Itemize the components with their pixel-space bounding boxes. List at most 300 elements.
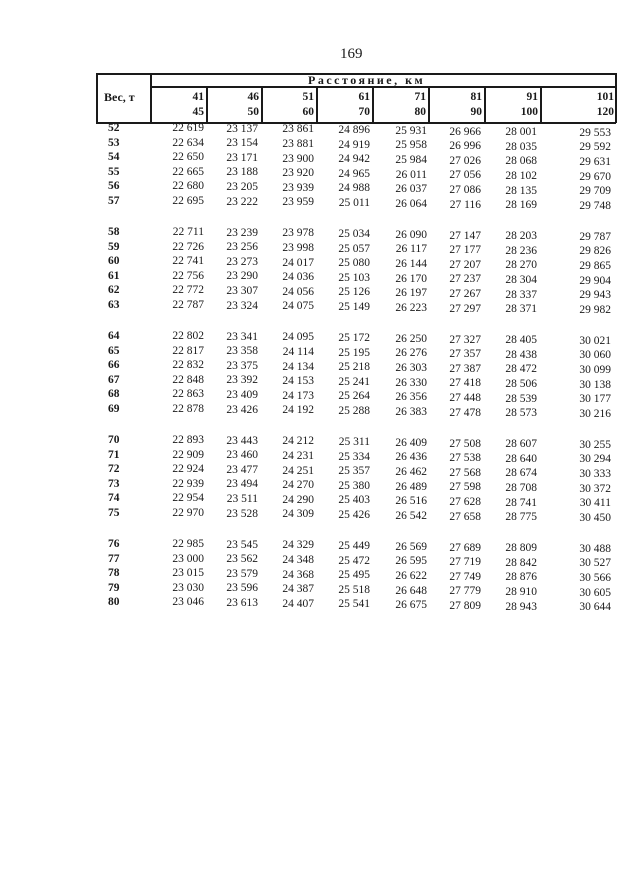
column-header-to: 60: [302, 106, 314, 118]
row-value: 25 403: [338, 494, 370, 507]
row-value: 27 598: [449, 481, 481, 494]
row-weight: 60: [108, 255, 120, 268]
row-value: 30 138: [579, 378, 611, 391]
table-row: [0, 330, 640, 347]
column-header-from: 101: [596, 91, 614, 103]
row-value: 24 896: [338, 124, 370, 137]
row-value: 25 311: [338, 436, 370, 449]
row-value: 28 708: [505, 481, 537, 494]
row-value: 28 775: [505, 511, 537, 524]
column-header-to: 70: [358, 106, 370, 118]
row-value: 23 015: [172, 567, 204, 580]
row-value: 27 177: [449, 244, 481, 257]
row-value: 25 195: [338, 346, 370, 359]
row-value: 23 613: [226, 597, 258, 610]
row-value: 28 842: [505, 556, 537, 569]
row-value: 25 518: [338, 583, 370, 596]
row-value: 28 943: [505, 600, 537, 613]
row-value: 24 056: [282, 285, 314, 298]
row-value: 30 021: [579, 334, 611, 347]
row-value: 24 368: [282, 568, 314, 581]
row-value: 23 460: [226, 449, 258, 462]
row-weight: 72: [108, 463, 120, 476]
row-value: 26 996: [449, 140, 481, 153]
row-value: 27 779: [449, 585, 481, 598]
row-value: 26 383: [395, 405, 427, 418]
row-value: 26 648: [395, 584, 427, 597]
row-value: 23 426: [226, 403, 258, 416]
row-weight: 52: [108, 122, 120, 134]
row-value: 23 511: [226, 493, 258, 506]
row-value: 23 205: [226, 181, 258, 194]
row-value: 24 173: [282, 389, 314, 402]
header-weight-divider: [150, 73, 152, 123]
row-value: 23 477: [226, 463, 258, 476]
row-value: 23 528: [226, 507, 258, 520]
row-value: 25 103: [338, 271, 370, 284]
row-value: 26 489: [395, 480, 427, 493]
page-number: 169: [340, 46, 363, 62]
row-value: 27 357: [449, 348, 481, 361]
row-value: 23 046: [172, 596, 204, 609]
row-weight: 77: [108, 552, 120, 565]
row-value: 23 188: [226, 166, 258, 179]
table-row: [0, 240, 640, 258]
row-value: 24 017: [282, 256, 314, 269]
row-value: 23 324: [226, 299, 258, 312]
row-value: 22 863: [172, 388, 204, 401]
table-row: [0, 552, 640, 570]
table-row: [0, 507, 640, 524]
row-value: 26 011: [395, 168, 427, 181]
row-weight: 66: [108, 359, 120, 372]
row-value: 24 231: [282, 449, 314, 462]
row-value: 25 380: [338, 479, 370, 492]
row-value: 24 329: [282, 539, 314, 552]
row-value: 27 538: [449, 452, 481, 465]
row-value: 22 832: [172, 359, 204, 372]
row-value: 30 450: [579, 511, 611, 524]
row-value: 23 409: [226, 389, 258, 402]
table-row: [0, 284, 640, 302]
row-value: 24 387: [282, 583, 314, 596]
row-value: 24 407: [282, 597, 314, 610]
column-header-to: 90: [470, 106, 482, 118]
row-value: 23 256: [226, 241, 258, 254]
weight-header: Вес, т: [104, 90, 135, 104]
row-value: 26 966: [449, 125, 481, 138]
row-value: 28 102: [505, 169, 537, 182]
row-value: 22 634: [172, 136, 204, 149]
row-value: 23 881: [282, 137, 314, 150]
row-value: 30 294: [579, 453, 611, 466]
row-value: 22 772: [172, 284, 204, 297]
row-value: 23 222: [226, 195, 258, 208]
row-value: 23 939: [282, 181, 314, 194]
row-value: 27 809: [449, 599, 481, 612]
row-value: 25 034: [338, 228, 370, 241]
table-row: [0, 344, 640, 362]
row-value: 29 904: [579, 274, 611, 287]
row-weight: 78: [108, 567, 120, 580]
row-value: 25 958: [395, 139, 427, 152]
row-value: 30 605: [579, 586, 611, 599]
row-value: 28 741: [505, 496, 537, 509]
row-weight: 70: [108, 434, 120, 446]
row-value: 22 741: [172, 255, 204, 268]
row-value: 26 197: [395, 287, 427, 300]
row-value: 29 670: [579, 170, 611, 183]
table-row: [0, 477, 640, 495]
row-value: 28 405: [505, 334, 537, 347]
row-value: 23 443: [226, 434, 258, 447]
table-row: [0, 165, 640, 183]
row-value: 29 748: [579, 199, 611, 212]
row-value: 24 290: [282, 493, 314, 506]
row-value: 23 137: [226, 122, 258, 135]
table-row: [0, 122, 640, 139]
header-right-border: [615, 73, 617, 123]
col-divider: [540, 86, 542, 123]
table-row: [0, 434, 640, 451]
table-row: [0, 359, 640, 377]
row-value: 28 876: [505, 571, 537, 584]
row-value: 28 001: [505, 126, 537, 139]
row-value: 28 236: [505, 244, 537, 257]
row-value: 30 177: [579, 393, 611, 406]
row-weight: 61: [108, 269, 120, 282]
row-value: 23 900: [282, 152, 314, 165]
row-value: 24 919: [338, 138, 370, 151]
row-value: 26 170: [395, 272, 427, 285]
row-value: 26 064: [395, 197, 427, 210]
row-value: 25 357: [338, 465, 370, 478]
row-value: 26 356: [395, 391, 427, 404]
row-value: 23 358: [226, 345, 258, 358]
row-value: 24 309: [282, 508, 314, 521]
row-value: 25 472: [338, 554, 370, 567]
row-value: 22 711: [172, 226, 204, 238]
row-value: 22 726: [172, 240, 204, 253]
column-header-from: 46: [247, 91, 259, 103]
row-value: 27 086: [449, 183, 481, 196]
col-divider: [484, 86, 486, 123]
table-row: [0, 195, 640, 212]
row-value: 25 495: [338, 569, 370, 582]
row-value: 28 135: [505, 184, 537, 197]
row-value: 25 334: [338, 450, 370, 463]
row-value: 28 640: [505, 452, 537, 465]
row-weight: 68: [108, 388, 120, 401]
row-value: 27 418: [449, 377, 481, 390]
row-value: 28 674: [505, 467, 537, 480]
row-weight: 58: [108, 226, 120, 238]
row-value: 26 276: [395, 347, 427, 360]
row-weight: 71: [108, 448, 120, 461]
row-value: 22 665: [172, 165, 204, 178]
row-value: 26 037: [395, 183, 427, 196]
row-value: 22 787: [172, 299, 204, 311]
column-header-from: 71: [414, 91, 426, 103]
row-value: 25 218: [338, 361, 370, 374]
row-value: 27 628: [449, 495, 481, 508]
row-value: 30 216: [579, 407, 611, 420]
row-value: 28 035: [505, 140, 537, 153]
table-row: [0, 226, 640, 243]
row-weight: 74: [108, 492, 120, 505]
row-value: 28 371: [505, 303, 537, 316]
row-value: 30 411: [579, 497, 611, 510]
row-value: 22 878: [172, 403, 204, 415]
row-value: 23 239: [226, 226, 258, 239]
row-value: 22 939: [172, 477, 204, 490]
row-value: 24 942: [338, 153, 370, 166]
row-value: 28 068: [505, 155, 537, 168]
col-divider: [428, 86, 430, 123]
row-value: 24 212: [282, 435, 314, 448]
row-value: 26 409: [395, 436, 427, 449]
row-value: 25 172: [338, 332, 370, 345]
row-value: 23 154: [226, 137, 258, 150]
row-value: 28 438: [505, 348, 537, 361]
table-row: [0, 448, 640, 466]
row-weight: 69: [108, 403, 120, 415]
table-row: [0, 492, 640, 510]
column-header-from: 81: [470, 91, 482, 103]
row-value: 23 596: [226, 582, 258, 595]
row-value: 28 270: [505, 259, 537, 272]
row-value: 30 644: [579, 601, 611, 614]
row-weight: 80: [108, 596, 120, 609]
row-value: 26 462: [395, 465, 427, 478]
row-value: 25 126: [338, 286, 370, 299]
row-value: 23 562: [226, 553, 258, 566]
row-value: 22 848: [172, 373, 204, 386]
row-value: 23 375: [226, 359, 258, 372]
row-value: 22 619: [172, 122, 204, 134]
row-value: 28 539: [505, 392, 537, 405]
row-value: 23 861: [282, 123, 314, 136]
row-value: 26 303: [395, 361, 427, 374]
row-value: 30 255: [579, 438, 611, 451]
row-value: 26 330: [395, 376, 427, 389]
row-value: 27 207: [449, 258, 481, 271]
row-weight: 54: [108, 151, 120, 164]
table-row: [0, 403, 640, 420]
row-value: 28 607: [505, 438, 537, 451]
row-value: 27 327: [449, 333, 481, 346]
row-value: 23 030: [172, 581, 204, 594]
row-value: 30 060: [579, 349, 611, 362]
table-row: [0, 151, 640, 169]
row-weight: 59: [108, 240, 120, 253]
table-row: [0, 596, 640, 614]
row-value: 27 478: [449, 406, 481, 419]
row-value: 27 749: [449, 570, 481, 583]
col-divider: [261, 86, 263, 123]
row-value: 25 057: [338, 242, 370, 255]
row-value: 26 595: [395, 555, 427, 568]
column-header-from: 61: [358, 91, 370, 103]
row-value: 26 144: [395, 257, 427, 270]
row-value: 25 288: [338, 405, 370, 418]
col-divider: [316, 86, 318, 123]
row-weight: 75: [108, 507, 120, 519]
row-value: 26 516: [395, 495, 427, 508]
row-value: 30 333: [579, 468, 611, 481]
row-value: 22 695: [172, 195, 204, 207]
column-header-from: 51: [302, 91, 314, 103]
row-value: 27 267: [449, 287, 481, 300]
row-value: 30 566: [579, 572, 611, 585]
row-value: 27 568: [449, 466, 481, 479]
row-weight: 55: [108, 165, 120, 178]
table-row: [0, 373, 640, 391]
row-value: 22 970: [172, 507, 204, 519]
column-header-to: 120: [596, 106, 614, 118]
row-value: 24 036: [282, 271, 314, 284]
row-value: 26 250: [395, 332, 427, 345]
row-value: 26 675: [395, 599, 427, 612]
row-value: 25 241: [338, 375, 370, 388]
column-header-to: 100: [520, 106, 538, 118]
table-row: [0, 299, 640, 316]
row-value: 27 056: [449, 169, 481, 182]
row-weight: 56: [108, 180, 120, 193]
row-value: 29 982: [579, 303, 611, 316]
row-value: 25 984: [395, 153, 427, 166]
row-weight: 63: [108, 299, 120, 311]
column-header-from: 41: [192, 91, 204, 103]
table-row: [0, 255, 640, 273]
row-value: 24 251: [282, 464, 314, 477]
row-value: 23 579: [226, 567, 258, 580]
row-value: 29 865: [579, 260, 611, 273]
table-row: [0, 136, 640, 154]
row-value: 23 494: [226, 478, 258, 491]
header-left-border: [96, 73, 98, 123]
row-value: 27 448: [449, 391, 481, 404]
row-value: 25 149: [338, 301, 370, 314]
row-value: 28 203: [505, 230, 537, 243]
row-value: 25 426: [338, 509, 370, 522]
row-value: 29 631: [579, 156, 611, 169]
row-value: 27 237: [449, 273, 481, 286]
row-value: 24 153: [282, 375, 314, 388]
row-value: 23 273: [226, 255, 258, 268]
row-value: 28 304: [505, 273, 537, 286]
column-header-to: 45: [192, 106, 204, 118]
row-value: 28 337: [505, 288, 537, 301]
row-value: 23 341: [226, 330, 258, 343]
col-divider: [206, 86, 208, 123]
table-row: [0, 269, 640, 287]
table-row: [0, 388, 640, 406]
row-value: 23 392: [226, 374, 258, 387]
row-value: 26 542: [395, 509, 427, 522]
row-value: 26 090: [395, 228, 427, 241]
row-value: 26 436: [395, 451, 427, 464]
row-value: 23 307: [226, 285, 258, 298]
row-value: 23 959: [282, 196, 314, 209]
column-header-to: 80: [414, 106, 426, 118]
row-value: 29 787: [579, 230, 611, 243]
row-value: 23 000: [172, 552, 204, 565]
row-value: 24 965: [338, 167, 370, 180]
row-value: 29 592: [579, 141, 611, 154]
row-value: 30 372: [579, 482, 611, 495]
row-weight: 53: [108, 136, 120, 149]
row-value: 28 506: [505, 377, 537, 390]
row-value: 25 541: [338, 598, 370, 611]
row-weight: 79: [108, 581, 120, 594]
row-value: 27 387: [449, 362, 481, 375]
row-value: 28 573: [505, 407, 537, 420]
row-weight: 73: [108, 477, 120, 490]
row-value: 27 026: [449, 154, 481, 167]
row-value: 22 909: [172, 448, 204, 461]
row-value: 24 988: [338, 182, 370, 195]
row-value: 25 264: [338, 390, 370, 403]
table-row: [0, 567, 640, 585]
row-value: 24 134: [282, 360, 314, 373]
row-value: 22 817: [172, 344, 204, 357]
row-value: 25 080: [338, 257, 370, 270]
row-value: 29 943: [579, 289, 611, 302]
row-value: 28 472: [505, 363, 537, 376]
row-weight: 57: [108, 195, 120, 207]
row-value: 29 553: [579, 126, 611, 139]
row-value: 24 075: [282, 300, 314, 313]
row-value: 27 719: [449, 556, 481, 569]
row-value: 22 954: [172, 492, 204, 505]
row-value: 29 709: [579, 185, 611, 198]
table-row: [0, 581, 640, 599]
row-value: 27 658: [449, 510, 481, 523]
row-weight: 76: [108, 538, 120, 550]
row-value: 27 508: [449, 437, 481, 450]
row-value: 23 545: [226, 538, 258, 551]
row-weight: 62: [108, 284, 120, 297]
row-value: 29 826: [579, 245, 611, 258]
row-value: 27 297: [449, 302, 481, 315]
row-value: 22 756: [172, 269, 204, 282]
row-value: 23 171: [226, 151, 258, 164]
table-row: [0, 538, 640, 555]
row-value: 23 978: [282, 227, 314, 240]
row-value: 28 809: [505, 542, 537, 555]
row-value: 30 527: [579, 557, 611, 570]
row-value: 24 348: [282, 553, 314, 566]
table-row: [0, 463, 640, 481]
row-value: 24 270: [282, 479, 314, 492]
table-row: [0, 180, 640, 198]
row-weight: 64: [108, 330, 120, 342]
row-value: 26 569: [395, 540, 427, 553]
row-value: 26 117: [395, 243, 427, 256]
row-value: 26 223: [395, 301, 427, 314]
row-value: 22 650: [172, 151, 204, 164]
col-divider: [372, 86, 374, 123]
row-value: 27 116: [449, 198, 481, 211]
row-value: 25 931: [395, 124, 427, 137]
row-value: 24 114: [282, 345, 314, 358]
row-value: 23 998: [282, 241, 314, 254]
row-value: 27 689: [449, 541, 481, 554]
row-value: 24 095: [282, 331, 314, 344]
column-header-from: 91: [526, 91, 538, 103]
row-weight: 67: [108, 373, 120, 386]
